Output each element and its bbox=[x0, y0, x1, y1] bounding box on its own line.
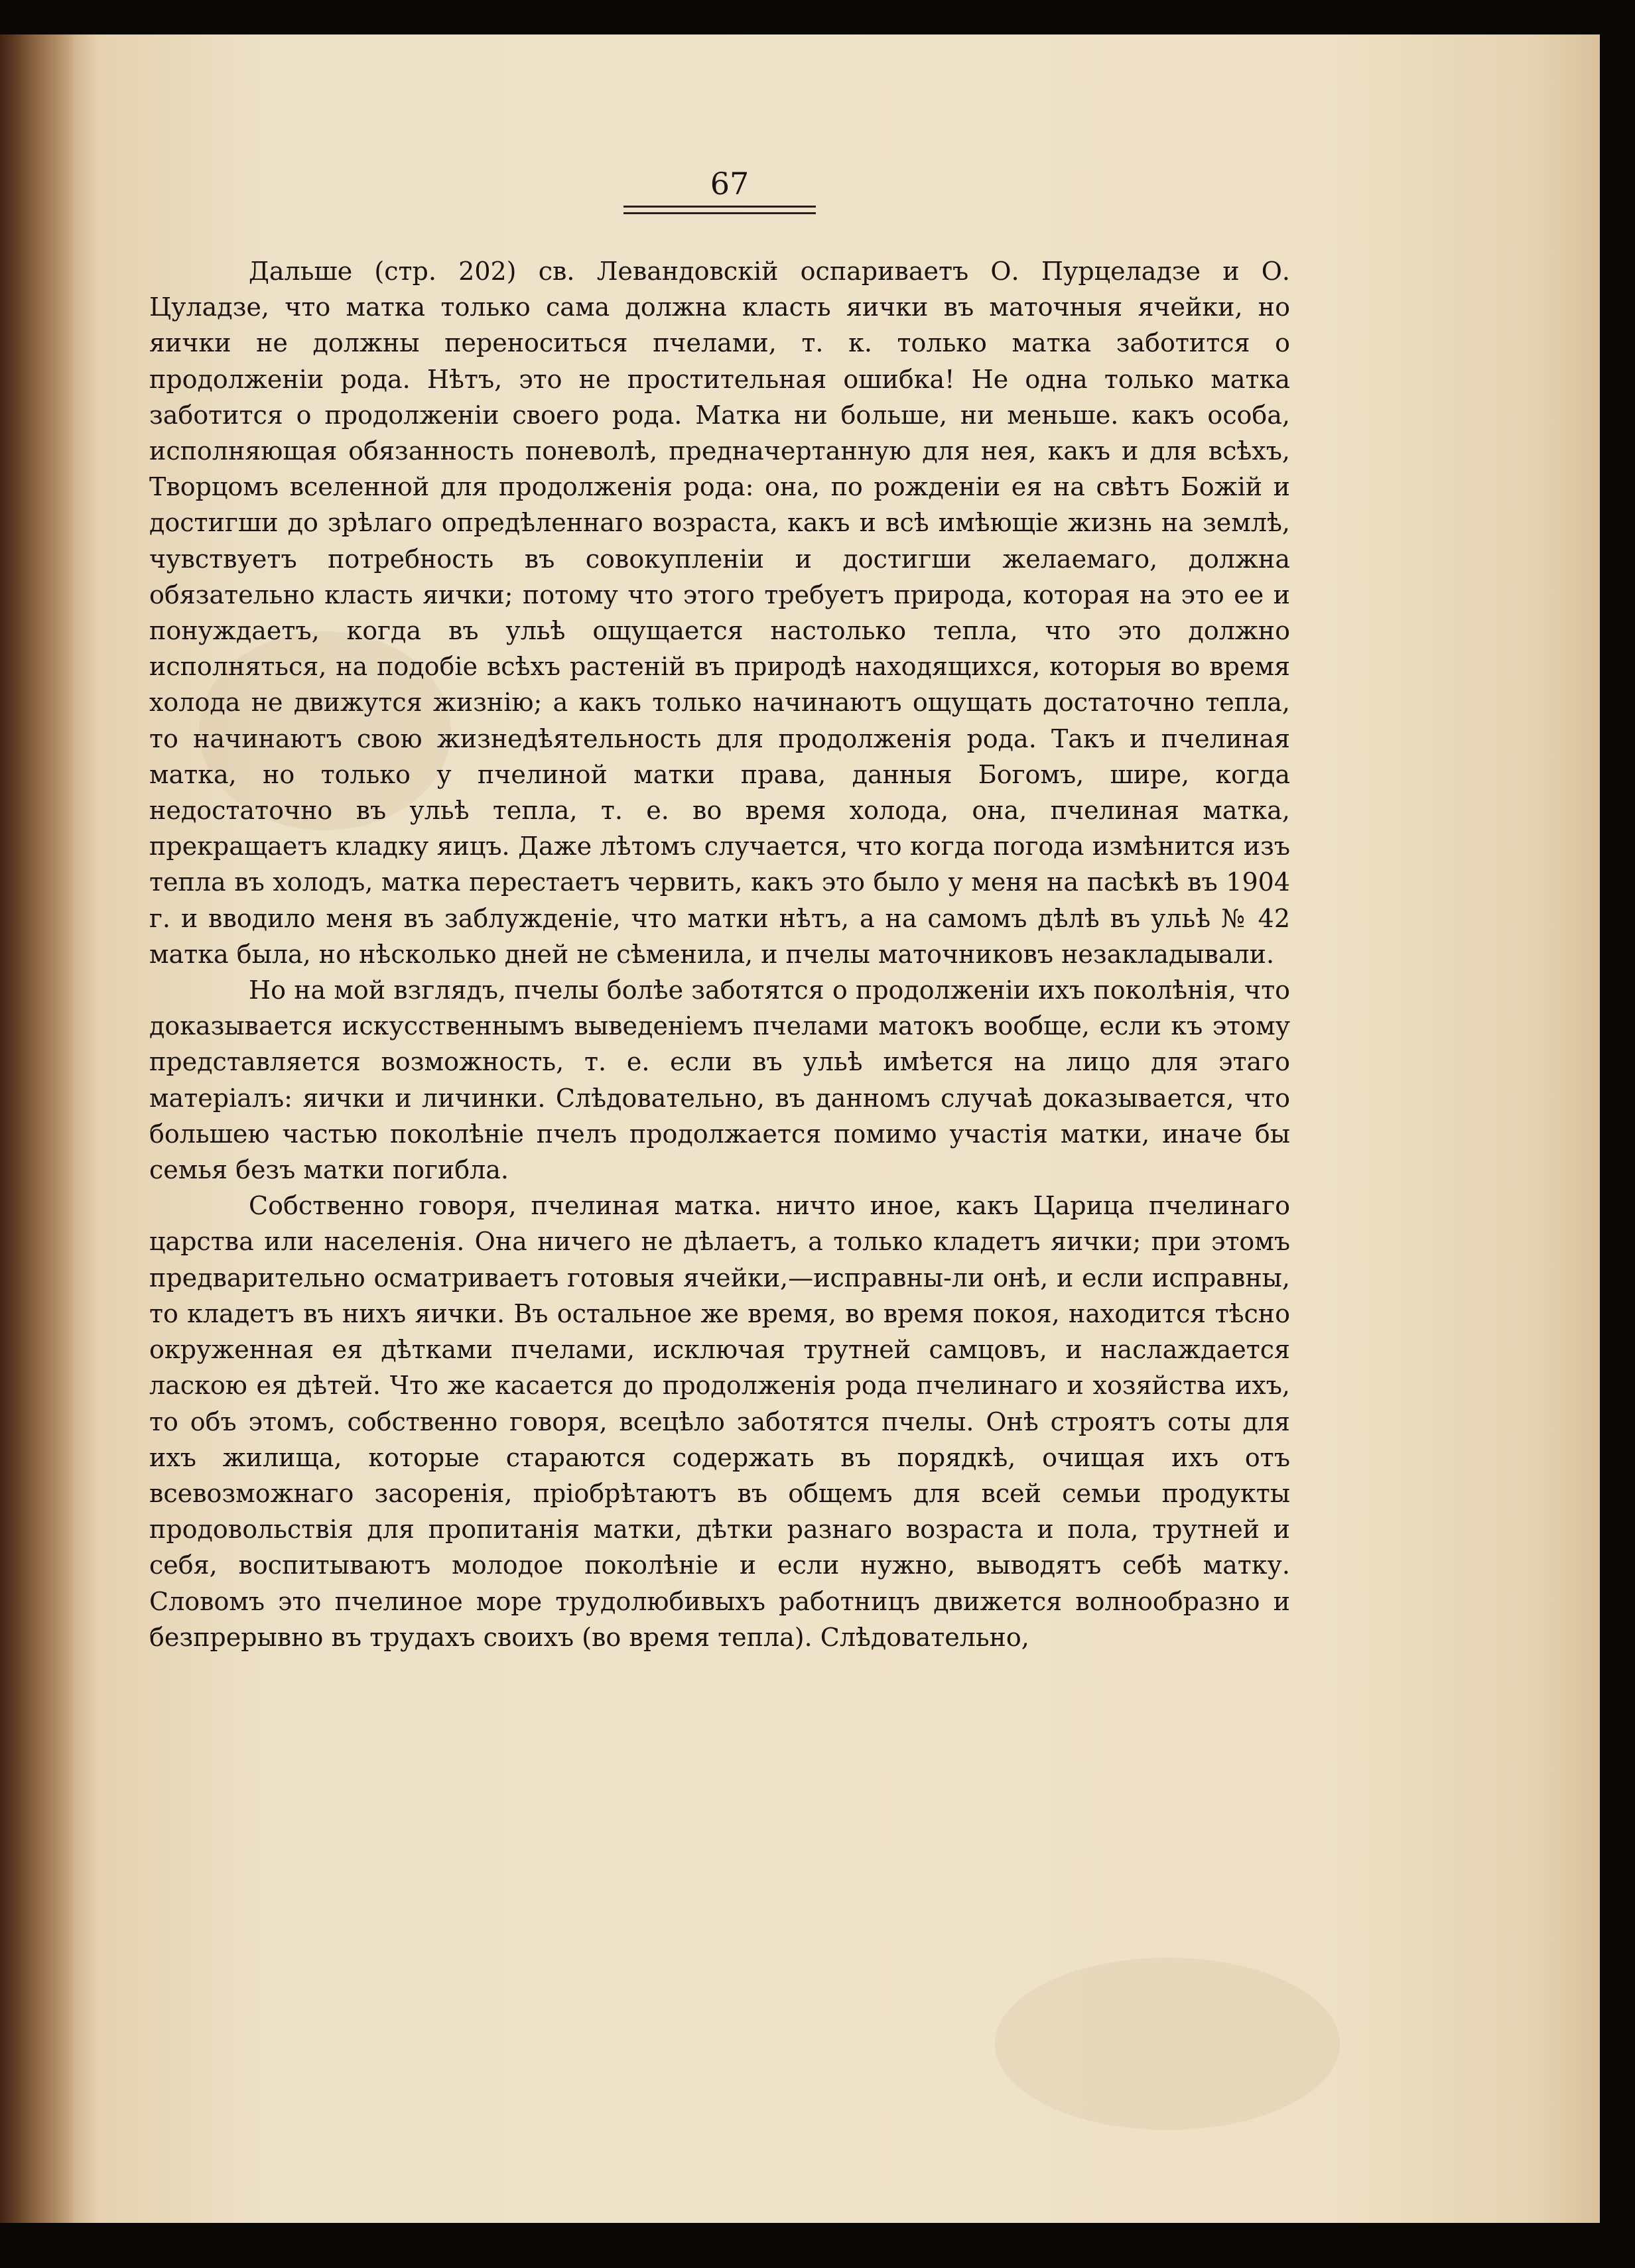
body-text bbox=[149, 253, 1290, 1655]
page-number: 67 bbox=[710, 166, 750, 202]
book-spine-shadow bbox=[0, 34, 73, 2223]
paragraph-3: Собственно говоря, пчелиная матка. ничто иное, какъ Царица пчелинаго царства или населенія. Она ничего не дѣлаетъ, а только кладетъ яички; при этомъ предварительно осматриваетъ готовыя ячейки,—исправны-ли онѣ, и если исправны, то кладетъ въ нихъ яички. Въ остальное же время, во время покоя, находится тѣсно окруженная ея дѣтками пчелами, исключая трутней самцовъ, и наслаждается ласкою ея дѣтей. Что же касается до продолженія рода пчелинаго и хозяйства ихъ, то объ этомъ, собственно говоря, всецѣло заботятся пчелы. Онѣ строятъ соты для ихъ жилища, которые стараются содержать въ порядкѣ, очищая ихъ отъ всевозможнаго засоренія, пріобрѣтаютъ въ общемъ для всей семьи продукты продовольствія для пропитанія матки, дѣтки разнаго возраста и пола, трутней и себя, воспитываютъ молодое поколѣніе и если нужно, выводятъ себѣ матку. Словомъ это пчелиное море трудолюбивыхъ работницъ движется волнообразно и безпрерывно въ трудахъ своихъ (во время тепла). Слѣдовательно, bbox=[149, 1191, 1290, 1652]
page-number-rule-top bbox=[623, 206, 816, 208]
paragraph-1: Дальше (стр. 202) св. Левандовскій оспариваетъ О. Пурцеладзе и О. Цуладзе, что матка только сама должна класть яички въ маточныя ячейки, но яички не должны переноситься пчелами, т. к. только матка заботится о продолженіи рода. Нѣтъ, это не простительная ошибка! Не одна только матка заботится о продолженіи своего рода. Матка ни больше, ни меньше. какъ особа, исполняющая обязанность поневолѣ, предначертанную для нея, какъ и для всѣхъ, Творцомъ вселенной для продолженія рода: она, по рожденіи ея на свѣтъ Божій и достигши до зрѣлаго опредѣленнаго возраста, какъ и всѣ имѣющіе жизнь на землѣ, чувствуетъ потребность въ совокупленіи и достигши желаемаго, должна обязательно класть яички; потому что этого требуетъ природа, которая на это ее и понуждаетъ, когда въ ульѣ ощущается настолько тепла, что это должно исполняться, на подобіе всѣхъ растеній въ природѣ находящихся, которыя во время холода не движутся жизнію; а какъ только начинаютъ ощущать достаточно тепла, то начинаютъ свою жизнедѣятельность для продолженія рода. Такъ и пчелиная матка, но только у пчелиной матки права, данныя Богомъ, шире, когда недостаточно въ ульѣ тепла, т. е. во время холода, она, пчелиная матка, прекращаетъ кладку яицъ. Даже лѣтомъ случается, что когда погода измѣнится изъ тепла въ холодъ, матка перестаетъ червить, какъ это было у меня на пасѣкѣ въ 1904 г. и вводило меня въ заблужденіе, что матки нѣтъ, а на самомъ дѣлѣ въ ульѣ № 42 матка была, но нѣсколько дней не сѣменила, и пчелы маточниковъ незакладывали. bbox=[149, 257, 1290, 969]
scanned-page bbox=[0, 34, 1600, 2223]
paper-stain bbox=[995, 1958, 1340, 2130]
page-number-rule-bottom bbox=[623, 212, 816, 214]
paragraph-2: Но на мой взглядъ, пчелы болѣе заботятся о продолженіи ихъ поколѣнія, что доказывается искусственнымъ выведеніемъ пчелами матокъ вообще, если къ этому представляется возможность, т. е. если въ ульѣ имѣется на лицо для этаго матеріалъ: яички и личинки. Слѣдовательно, въ данномъ случаѣ доказывается, что большею частью поколѣніе пчелъ продолжается помимо участія матки, иначе бы семья безъ матки погибла. bbox=[149, 976, 1290, 1185]
